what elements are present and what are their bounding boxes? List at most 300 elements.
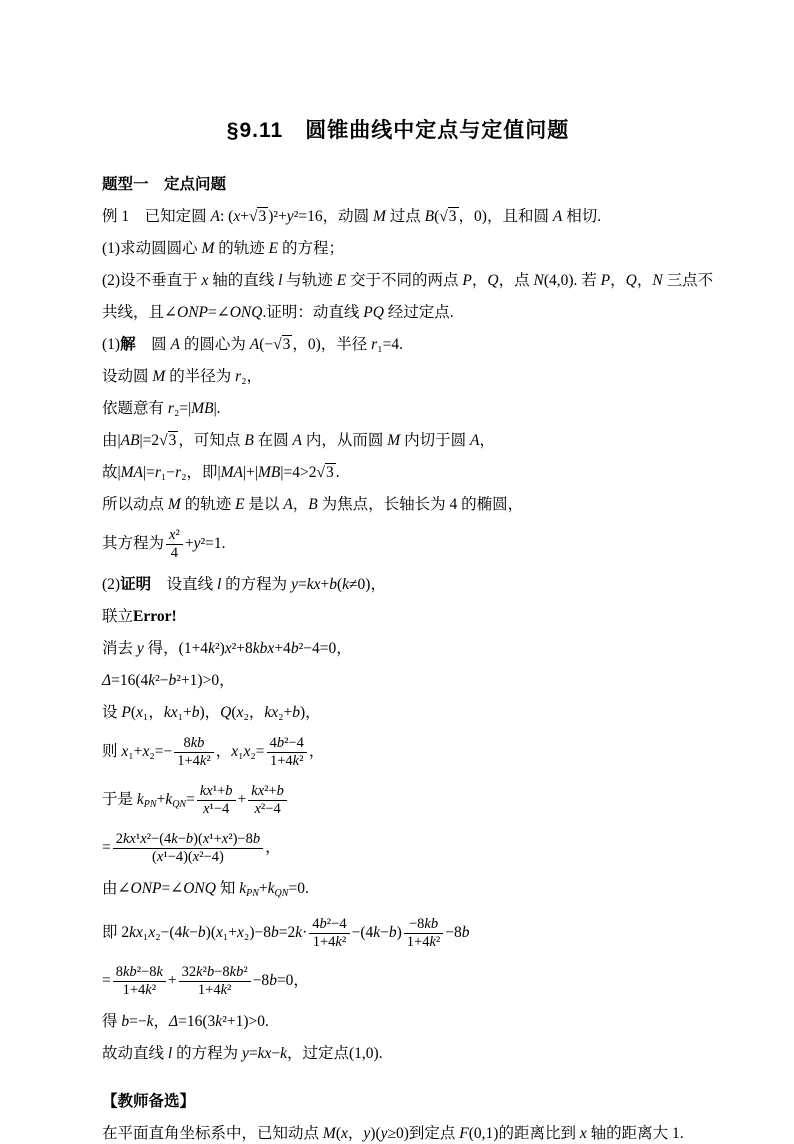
math-variable: x — [148, 924, 156, 942]
radicand: 3 — [448, 208, 457, 225]
math-variable: ONP — [130, 880, 162, 897]
text-run: ² — [206, 753, 211, 769]
text-run: ) — [396, 924, 402, 942]
math-variable: l — [216, 576, 222, 593]
math-variable: kx — [251, 783, 265, 799]
text-run: 三点不 — [662, 272, 714, 289]
math-variable: x — [140, 831, 147, 847]
fraction-denominator — [113, 982, 166, 999]
text-run: ，0)，半径 — [292, 336, 372, 353]
math-variable: Q — [625, 272, 637, 289]
text-run: · — [302, 924, 308, 942]
text-run: 知 — [215, 880, 240, 897]
math-variable: b — [185, 831, 194, 847]
math-variable: E — [268, 240, 279, 257]
math-variable: r — [235, 368, 242, 385]
math-variable: F — [459, 1125, 469, 1142]
text-run: ²−4) — [199, 849, 224, 865]
text-run: ²−4 — [284, 735, 304, 751]
math-variable: M — [387, 432, 401, 449]
text-run: ² — [227, 982, 232, 998]
math-variable: k — [171, 831, 178, 847]
math-variable: x — [579, 1125, 587, 1142]
text-run: 设直线 — [151, 576, 217, 593]
text-run: − — [271, 1045, 281, 1062]
math-variable: P — [600, 272, 611, 289]
fraction-numerator — [309, 916, 349, 934]
text-run: 与轨迹 — [282, 272, 337, 289]
math-variable: k — [239, 880, 247, 897]
text-run: 经过定点. — [383, 304, 454, 321]
math-variable: x — [221, 831, 229, 847]
text-line — [102, 606, 724, 627]
math-variable: k — [146, 1013, 154, 1030]
text-run: 由| — [102, 432, 121, 449]
sqrt-radical — [316, 463, 335, 481]
math-variable: ONP — [177, 304, 208, 321]
text-run: +4 — [274, 640, 291, 657]
text-run: 题型一 定点问题 — [102, 176, 227, 193]
text-line — [102, 1043, 724, 1064]
text-run: ₁− — [160, 464, 176, 481]
text-run: ，可知点 — [178, 432, 245, 449]
text-line — [102, 430, 724, 451]
radical-sign-icon: √ — [439, 208, 448, 225]
text-run: 即 2 — [102, 924, 130, 942]
math-fraction — [166, 527, 183, 562]
text-run: 1+4 — [269, 753, 293, 769]
text-run: : ( — [219, 208, 234, 225]
fraction-denominator — [267, 753, 307, 770]
math-variable: ONQ — [183, 880, 216, 897]
text-line — [102, 963, 724, 1000]
math-variable: kx — [257, 1045, 272, 1062]
text-run: ₂=| — [173, 400, 192, 417]
math-variable: b — [329, 576, 337, 593]
text-run: =16(3 — [178, 1013, 216, 1030]
text-run: 得，(1+4 — [143, 640, 209, 657]
text-run: ¹−4 — [209, 801, 230, 817]
text-run: ²−(4 — [146, 831, 172, 847]
text-run: −8 — [214, 964, 230, 980]
text-line — [102, 1091, 724, 1112]
text-line — [102, 830, 724, 867]
text-run: )²+ — [268, 208, 287, 225]
text-run: 设 — [102, 704, 122, 721]
math-variable: r — [175, 464, 182, 481]
math-variable: k — [199, 753, 207, 769]
text-run: + — [320, 576, 330, 593]
math-variable: E — [235, 496, 245, 513]
text-run: + — [184, 535, 194, 553]
math-variable: P — [121, 704, 131, 721]
text-line — [102, 878, 724, 904]
text-run: 内，从而圆 — [302, 432, 388, 449]
text-line — [102, 574, 724, 595]
math-variable: k — [373, 924, 381, 942]
fraction-denominator — [174, 753, 213, 770]
math-variable: MB — [191, 400, 214, 417]
fraction-numerator — [267, 735, 307, 753]
math-variable: k — [182, 924, 190, 942]
text-line — [102, 398, 724, 419]
text-run: ²+8 — [231, 640, 253, 657]
math-variable: k — [136, 791, 144, 809]
math-variable: k — [215, 1013, 223, 1030]
text-run: 32 — [181, 964, 197, 980]
text-run: ( — [231, 704, 237, 721]
text-run: 过点 — [385, 208, 425, 225]
text-run: 在圆 — [253, 432, 293, 449]
math-variable: b — [121, 1013, 130, 1030]
math-variable: l — [278, 272, 283, 289]
math-variable: b — [191, 704, 200, 721]
text-run: 共线，且∠ — [102, 304, 177, 321]
text-run: ¹ — [135, 831, 141, 847]
text-run: 为焦点，长轴长为 4 的椭圆， — [317, 496, 524, 513]
math-variable: A — [469, 432, 480, 449]
text-run: ， — [636, 272, 653, 289]
text-run: 的轨迹 — [214, 240, 269, 257]
math-fraction — [113, 831, 263, 866]
math-variable: kb — [123, 964, 137, 980]
math-variable: M — [152, 368, 166, 385]
math-fraction — [309, 916, 349, 951]
math-variable: b — [388, 924, 397, 942]
math-variable: r — [154, 464, 161, 481]
text-line — [102, 1011, 724, 1032]
math-variable: y — [291, 576, 298, 593]
text-run: ² — [151, 982, 157, 998]
math-variable: k — [267, 880, 275, 897]
text-run: ²+ — [264, 783, 277, 799]
text-line — [102, 782, 724, 819]
text-run: (− — [259, 336, 274, 353]
text-run: ²−8 — [136, 964, 157, 980]
math-variable: kx — [123, 831, 136, 847]
math-variable: x — [224, 640, 232, 657]
text-run: ₁ — [238, 743, 244, 761]
text-run: 2 — [115, 831, 123, 847]
math-variable: Q — [220, 704, 232, 721]
text-run: ²=16，动圆 — [293, 208, 373, 225]
text-run: 的方程； — [278, 240, 344, 257]
radical-sign-icon: √ — [248, 208, 258, 225]
text-run: 设动圆 — [102, 368, 153, 385]
math-fraction — [248, 783, 287, 818]
text-run: 由∠ — [102, 880, 131, 897]
math-variable: Q — [487, 272, 499, 289]
text-run: ，点 — [498, 272, 534, 289]
text-run: =∠ — [208, 304, 230, 321]
math-fraction — [174, 735, 213, 770]
text-run: |=2 — [139, 432, 160, 449]
text-run: 1+4 — [197, 982, 221, 998]
text-run: 4 — [312, 916, 320, 932]
radical-sign-icon: √ — [159, 432, 168, 449]
text-run: + — [258, 880, 268, 897]
text-run: 的圆心为 — [179, 336, 250, 353]
fraction-numerator — [404, 916, 443, 934]
text-run: 在平面直角坐标系中，已知动点 — [102, 1125, 323, 1142]
math-variable: M — [322, 1125, 336, 1142]
text-run: + — [167, 972, 177, 990]
math-variable: y — [363, 1125, 371, 1142]
fraction-numerator — [248, 783, 287, 801]
text-run: (0,1)的距离比到 — [468, 1125, 580, 1142]
math-variable: b — [197, 924, 206, 942]
math-variable: x — [142, 743, 150, 761]
text-run: PN — [246, 888, 259, 899]
text-run: ₂= — [250, 743, 265, 761]
text-run: QN — [172, 799, 187, 811]
text-run: = — [248, 1045, 258, 1062]
fraction-numerator — [113, 964, 166, 982]
text-run: −8 — [408, 916, 425, 932]
math-variable: B — [244, 432, 254, 449]
text-run: ， — [292, 496, 309, 513]
text-run: =− — [129, 1013, 147, 1030]
text-run: ，过定点(1,0). — [287, 1045, 383, 1062]
text-run: ₁=4. — [377, 336, 403, 353]
math-variable: A — [292, 432, 303, 449]
text-run: 其方程为 — [102, 535, 165, 553]
text-run: )( — [205, 924, 216, 942]
text-run: ² — [243, 964, 248, 980]
text-run: −8 — [252, 972, 270, 990]
math-variable: k — [220, 982, 228, 998]
math-variable: b — [276, 735, 285, 751]
text-run: 的半径为 — [165, 368, 236, 385]
text-run: (2) — [102, 576, 121, 593]
text-run: ₂， — [241, 368, 263, 385]
math-variable: N — [533, 272, 544, 289]
math-variable: r — [371, 336, 378, 353]
text-run: =0， — [276, 972, 309, 990]
math-variable: k — [145, 982, 152, 998]
text-run: ²−4 — [260, 801, 281, 817]
text-run: ₂)−8 — [243, 924, 271, 942]
math-variable: k — [292, 753, 300, 769]
math-variable: k — [196, 964, 203, 980]
text-run: ₁+ — [128, 743, 143, 761]
text-run: 1+4 — [177, 753, 200, 769]
text-run: ， — [153, 1013, 170, 1030]
text-run: . — [335, 464, 340, 481]
text-run: 则 — [102, 743, 122, 761]
text-line — [102, 174, 724, 195]
text-run: (2)设不垂直于 — [102, 272, 202, 289]
math-variable: x — [136, 704, 143, 721]
text-run: =0. — [288, 880, 309, 897]
math-variable: x — [201, 272, 209, 289]
math-variable: PQ — [363, 304, 384, 321]
fraction-denominator — [248, 801, 287, 818]
math-variable: B — [424, 208, 435, 225]
math-variable: x — [203, 801, 210, 817]
math-variable: A — [283, 496, 293, 513]
math-variable: M — [201, 240, 215, 257]
math-variable: x — [169, 527, 176, 543]
math-variable: Δ — [169, 1013, 179, 1030]
text-run: )( — [370, 1125, 381, 1142]
math-variable: x — [202, 831, 210, 847]
math-variable: b — [168, 672, 177, 689]
text-line — [102, 206, 724, 227]
text-run: ， — [610, 272, 626, 289]
sqrt-radical — [273, 335, 292, 353]
text-run: = — [102, 839, 111, 857]
text-line — [102, 702, 724, 723]
math-variable: A — [170, 336, 180, 353]
fraction-numerator — [166, 527, 183, 545]
math-variable: y — [241, 1045, 249, 1062]
math-variable: x — [243, 743, 251, 761]
math-variable: B — [308, 496, 318, 513]
text-run: 1+4 — [122, 982, 146, 998]
sqrt-radical — [159, 431, 178, 449]
math-variable: b — [225, 783, 233, 799]
fraction-numerator — [197, 783, 236, 801]
fraction-denominator — [404, 934, 443, 951]
math-fraction — [267, 735, 307, 770]
text-line — [102, 462, 724, 483]
math-variable: k — [335, 934, 342, 950]
math-variable: b — [270, 924, 279, 942]
math-variable: y — [193, 535, 201, 553]
text-run: 圆 — [135, 336, 171, 353]
math-variable: ONQ — [229, 304, 263, 321]
text-line — [102, 1123, 724, 1144]
math-variable: k — [208, 640, 215, 657]
text-run: ， — [308, 743, 325, 761]
math-variable: x — [237, 924, 244, 942]
math-variable: MA — [120, 464, 143, 481]
text-run: )， — [199, 704, 221, 721]
text-run: =16(4 — [111, 672, 149, 689]
text-run: 【教师备选】 — [102, 1093, 196, 1110]
text-run: ， — [479, 432, 495, 449]
math-variable: MB — [257, 464, 281, 481]
text-run: ( — [130, 704, 137, 721]
text-run: − — [189, 924, 198, 942]
text-run: (4,0). 若 — [543, 272, 601, 289]
text-run: ₂−(4 — [155, 924, 183, 942]
text-run: ≥0)到定点 — [387, 1125, 460, 1142]
text-run: 消去 — [102, 640, 137, 657]
math-variable: r — [167, 400, 174, 417]
math-variable: MA — [220, 464, 244, 481]
radicand: 3 — [258, 208, 267, 225]
sqrt-radical — [249, 207, 268, 225]
text-run: ， — [471, 272, 488, 289]
text-run: 解 — [120, 336, 136, 353]
text-run: QN — [274, 888, 289, 899]
math-variable: k — [165, 791, 173, 809]
text-run: ₂，即| — [181, 464, 221, 481]
text-run: 证明 — [120, 576, 152, 593]
math-variable: b — [319, 916, 327, 932]
math-variable: E — [336, 272, 347, 289]
radicand: 3 — [325, 464, 334, 481]
text-run: ，0)，且和圆 — [458, 208, 553, 225]
math-variable: A — [210, 208, 220, 225]
math-variable: k — [429, 934, 436, 950]
text-run: 的轨迹 — [180, 496, 236, 513]
text-run: 4 — [170, 545, 179, 561]
radical-sign-icon: √ — [316, 464, 325, 481]
text-run: 1+4 — [312, 934, 336, 950]
math-variable: x — [156, 849, 164, 865]
text-run: −8 — [445, 924, 462, 942]
text-run: ₁+ — [177, 704, 192, 721]
math-variable: y — [380, 1125, 388, 1142]
text-line — [102, 238, 724, 259]
math-variable: x — [236, 704, 244, 721]
text-run: ₂， — [243, 704, 265, 721]
math-fraction — [179, 964, 251, 999]
text-line — [102, 638, 724, 659]
math-variable: x — [340, 1125, 348, 1142]
text-run: = — [102, 972, 111, 990]
fraction-denominator — [113, 849, 263, 866]
text-run: ( — [152, 849, 157, 865]
text-run: 例 1 已知定圆 — [102, 208, 211, 225]
text-line — [102, 670, 724, 691]
fraction-denominator — [309, 934, 349, 951]
math-variable: x — [121, 743, 129, 761]
text-run: 故| — [102, 464, 121, 481]
text-run: |+| — [243, 464, 258, 481]
math-variable: kbx — [252, 640, 275, 657]
text-run: ² — [175, 527, 180, 543]
text-run: + — [240, 208, 249, 225]
text-run: ₁， — [142, 704, 164, 721]
math-variable: k — [342, 576, 350, 593]
text-run: + — [237, 791, 247, 809]
text-line — [102, 915, 724, 952]
math-variable: b — [461, 924, 470, 942]
math-variable: kb — [229, 964, 244, 980]
text-run: ₂+ — [278, 704, 293, 721]
math-variable: kb — [190, 735, 205, 751]
math-variable: AB — [120, 432, 140, 449]
math-variable: k — [148, 672, 156, 689]
text-run: − — [177, 831, 186, 847]
math-fraction — [197, 783, 236, 818]
math-variable: M — [167, 496, 181, 513]
math-variable: kb — [424, 916, 439, 932]
text-run: ( — [335, 1125, 341, 1142]
text-run: ² — [299, 753, 304, 769]
text-run: 于是 — [102, 791, 137, 809]
text-run: = — [297, 576, 307, 593]
text-run: )( — [193, 831, 203, 847]
text-run: =2 — [278, 924, 296, 942]
text-run: 1+4 — [406, 934, 430, 950]
text-run: ， — [347, 1125, 364, 1142]
math-variable: A — [552, 208, 563, 225]
page-title: §9.11 圆锥曲线中定点与定值问题 — [226, 119, 570, 142]
text-run: ²−4=0， — [298, 640, 352, 657]
math-variable: Δ — [102, 672, 112, 689]
text-run: ¹+ — [212, 783, 226, 799]
math-variable: b — [206, 964, 215, 980]
text-line — [102, 526, 724, 563]
text-line — [102, 270, 724, 291]
text-run: =∠ — [161, 880, 184, 897]
fraction-numerator — [179, 964, 251, 982]
